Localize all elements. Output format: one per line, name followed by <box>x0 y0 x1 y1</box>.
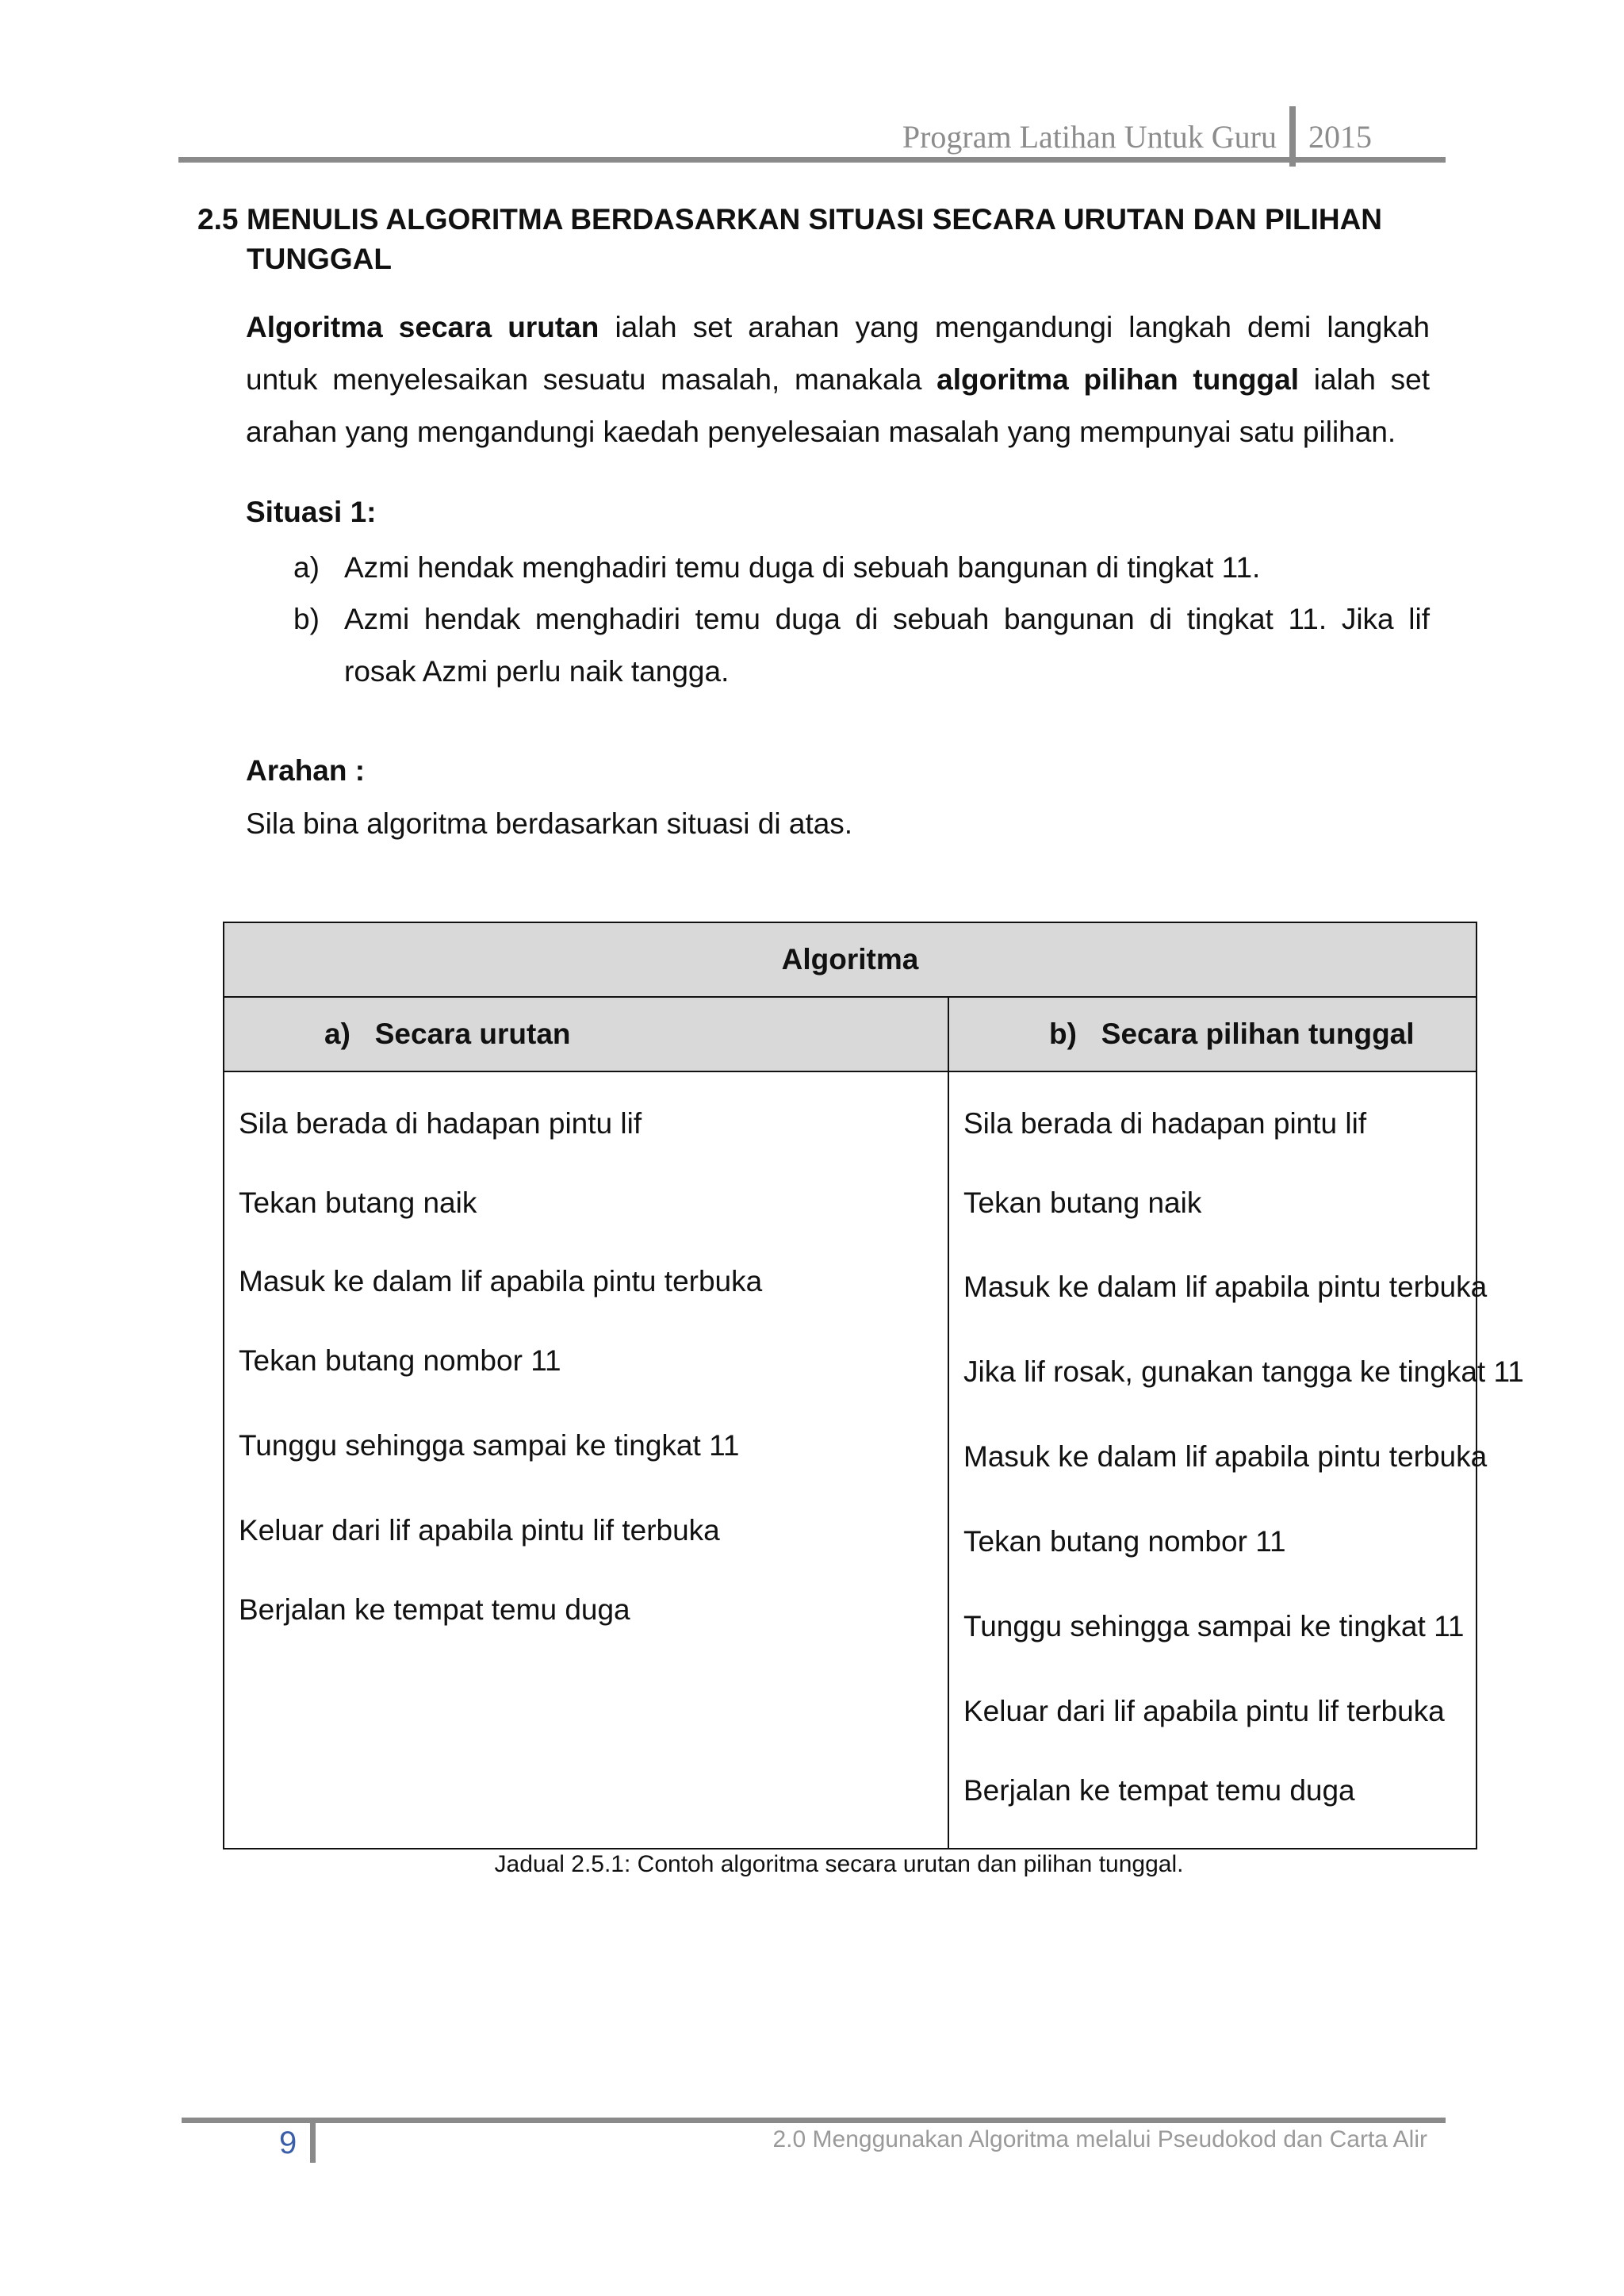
column-a-label: a) <box>324 1018 350 1050</box>
header-rule <box>178 157 1446 163</box>
step-item: Tekan butang naik <box>239 1186 477 1219</box>
step-item: Sila berada di hadapan pintu lif <box>239 1107 642 1140</box>
section-heading <box>197 200 1434 279</box>
step-item: Keluar dari lif apabila pintu lif terbuka <box>239 1514 720 1547</box>
situasi-item <box>293 542 1430 594</box>
header-year: 2015 <box>1308 118 1372 155</box>
column-b-title: Secara pilihan tunggal <box>1101 1018 1415 1050</box>
step-item: Tunggu sehingga sampai ke tingkat 11 <box>239 1429 740 1462</box>
footer-separator <box>310 2122 316 2163</box>
situasi-item <box>293 593 1430 698</box>
step-item: Berjalan ke tempat temu duga <box>239 1593 630 1626</box>
column-a-steps <box>224 1071 948 1849</box>
section-title-line2: TUNGGAL <box>247 243 392 275</box>
intro-bold-term-1: Algoritma secara urutan <box>246 311 599 343</box>
page-number: 9 <box>279 2125 297 2160</box>
column-b-label: b) <box>1049 1018 1077 1050</box>
step-item: Masuk ke dalam lif apabila pintu terbuka <box>963 1271 1488 1303</box>
step-item: Tekan butang nombor 11 <box>239 1344 561 1377</box>
situasi-item-text: Azmi hendak menghadiri temu duga di sebuah bangunan di tingkat 11. Jika lif rosak Azmi perlu naik tangga. <box>344 603 1430 688</box>
column-b-header <box>948 997 1477 1071</box>
column-b-steps <box>948 1071 1524 1849</box>
column-a-title: Secara urutan <box>374 1018 571 1050</box>
step-item: Jika lif rosak, gunakan tangga ke tingkat 11 <box>963 1355 1524 1388</box>
column-a-header <box>224 997 948 1071</box>
section-number: 2.5 <box>197 203 239 236</box>
table-header: Algoritma <box>224 922 1477 997</box>
intro-bold-term-2: algoritma pilihan tunggal <box>936 363 1299 396</box>
intro-text-1: ialah set arahan yang mengandungi langkah demi langkah untuk menyelesaikan sesuatu masalah, manakala <box>246 311 1430 396</box>
step-item: Masuk ke dalam lif apabila pintu terbuka <box>239 1265 763 1297</box>
step-item: Sila berada di hadapan pintu lif <box>963 1107 1367 1140</box>
step-item: Tekan butang naik <box>963 1186 1202 1219</box>
step-item: Keluar dari lif apabila pintu lif terbuka <box>963 1695 1445 1727</box>
table-caption: Jadual 2.5.1: Contoh algoritma secara urutan dan pilihan tunggal. <box>494 1851 1184 1877</box>
situasi-title: Situasi 1: <box>246 496 377 528</box>
step-item: Tunggu sehingga sampai ke tingkat 11 <box>963 1610 1465 1642</box>
situasi-item-label: b) <box>293 603 320 635</box>
arahan-text: Sila bina algoritma berdasarkan situasi di atas. <box>246 807 853 840</box>
section-title-line1: MENULIS ALGORITMA BERDASARKAN SITUASI SECARA URUTAN DAN PILIHAN <box>247 203 1383 236</box>
header-title: Program Latihan Untuk Guru <box>902 118 1277 155</box>
situasi-item-label: a) <box>293 551 320 584</box>
step-item: Berjalan ke tempat temu duga <box>963 1774 1355 1807</box>
step-item: Masuk ke dalam lif apabila pintu terbuka <box>963 1440 1488 1473</box>
footer-rule <box>182 2118 1446 2123</box>
intro-text-2: ialah set arahan yang mengandungi kaedah penyelesaian masalah yang mempunyai satu pilihan. <box>246 363 1431 448</box>
algorithm-table <box>223 922 1524 1849</box>
intro-paragraph <box>246 301 1430 458</box>
situasi-item-text: Azmi hendak menghadiri temu duga di sebuah bangunan di tingkat 11. <box>344 551 1261 584</box>
footer-chapter: 2.0 Menggunakan Algoritma melalui Pseudokod dan Carta Alir <box>772 2126 1427 2152</box>
step-item: Tekan butang nombor 11 <box>963 1525 1286 1558</box>
arahan-title: Arahan : <box>246 754 366 787</box>
